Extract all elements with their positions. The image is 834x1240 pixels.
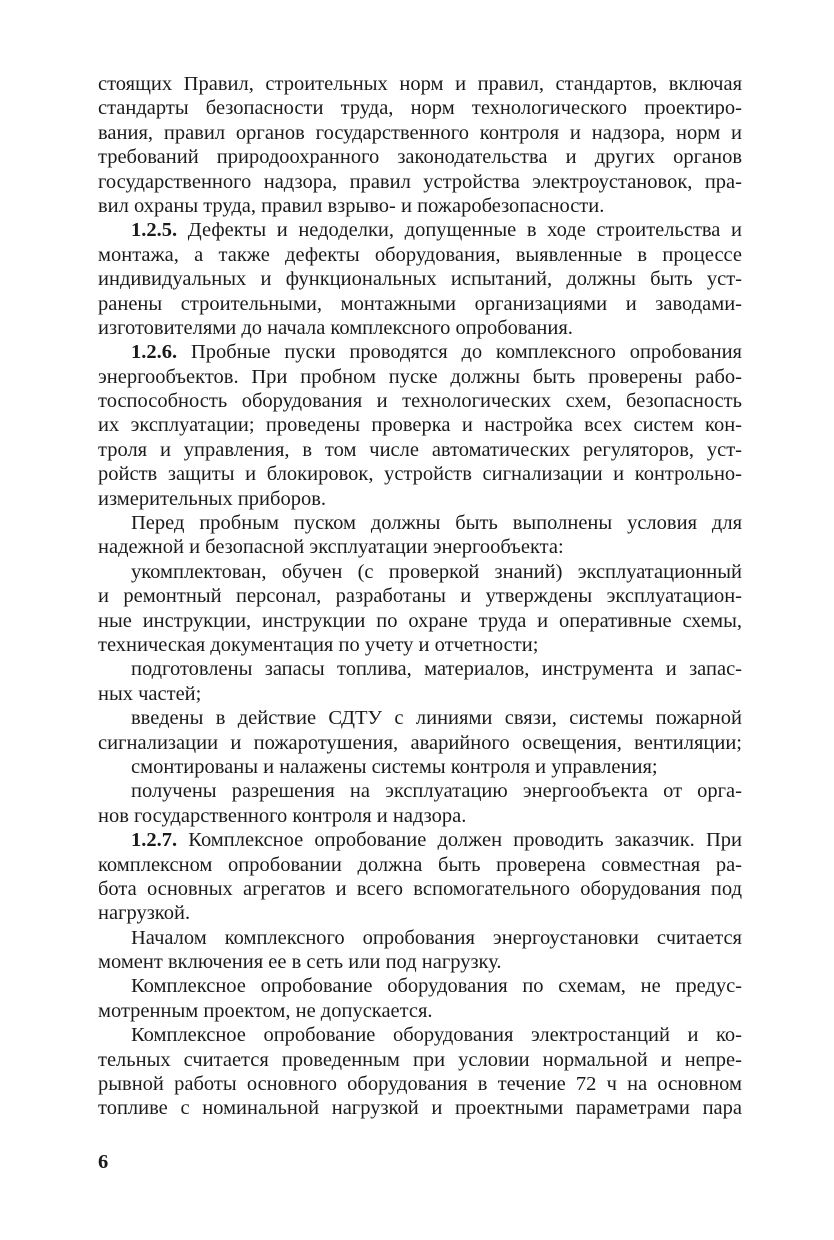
list-item	[98, 755, 742, 779]
clause-text: Дефекты и недоделки, допущенные в ходе строительства и	[177, 219, 742, 242]
text-line: укомплектован, обучен (с проверкой знаний) эксплуатационный	[131, 560, 742, 583]
text-line: вания, правил органов государственного контроля и надзора, норм и	[98, 121, 742, 144]
page-number: 6	[98, 1151, 109, 1173]
text-line: измерительных приборов.	[98, 487, 327, 510]
clause-text: Комплексное опробование должен проводить заказчик. При	[177, 829, 742, 852]
text-line: тельных считается проведенным при условии нормальной и непре-	[98, 1048, 742, 1071]
paragraph	[98, 1023, 742, 1121]
text-line: Началом комплексного опробования энергоустановки считается	[131, 926, 742, 949]
text-line: ройств защиты и блокировок, устройств сигнализации и контрольно-	[98, 463, 742, 486]
text-line: введены в действие СДТУ с линиями связи, системы пожарной	[131, 707, 742, 730]
text-line: энергообъектов. При пробном пуске должны быть проверены рабо-	[98, 365, 742, 388]
paragraph-continuation	[98, 72, 742, 218]
text-line	[98, 828, 742, 852]
clause-number: 1.2.5.	[131, 219, 178, 242]
list-item	[98, 657, 742, 706]
page-body	[98, 72, 742, 1121]
text-line: вил охраны труда, правил взрыво- и пожаробезопасности.	[98, 194, 605, 217]
text-line: рывной работы основного оборудования в течение 72 ч на основном	[98, 1073, 742, 1096]
text-line: требований природоохранного законодательства и других органов	[98, 146, 742, 169]
list-item	[98, 779, 742, 828]
text-line: бота основных агрегатов и всего вспомогательного оборудования под	[98, 877, 742, 900]
text-line: сигнализации и пожаротушения, аварийного освещения, вентиляции;	[98, 731, 742, 754]
list-item	[98, 560, 742, 658]
text-line: Комплексное опробование оборудования электростанций и ко-	[131, 1024, 742, 1047]
clause-1-2-7	[98, 828, 742, 926]
text-line: ных частей;	[98, 682, 202, 705]
text-line: топливе с номинальной нагрузкой и проектными параметрами пара	[98, 1097, 742, 1120]
paragraph	[98, 926, 742, 975]
clause-text: Пробные пуски проводятся до комплексного опробования	[177, 341, 742, 364]
text-line: и ремонтный персонал, разработаны и утверждены эксплуатацион-	[98, 585, 742, 608]
text-line: подготовлены запасы топлива, материалов, инструмента и запас-	[131, 658, 742, 681]
text-line	[98, 218, 742, 242]
text-line: стоящих Правил, строительных норм и правил, стандартов, включая	[98, 73, 742, 95]
text-line: Перед пробным пуском должны быть выполнены условия для	[131, 512, 742, 535]
text-line: нов государственного контроля и надзора.	[98, 804, 467, 827]
text-line: государственного надзора, правил устройства электроустановок, пра-	[98, 170, 742, 193]
paragraph	[98, 511, 742, 560]
text-line: их эксплуатации; проведены проверка и настройка всех систем кон-	[98, 414, 742, 437]
clause-number: 1.2.7.	[131, 829, 178, 852]
text-line: техническая документация по учету и отчетности;	[98, 633, 539, 656]
text-line: ные инструкции, инструкции по охране труда и оперативные схемы,	[98, 609, 742, 632]
text-line: надежной и безопасной эксплуатации энергообъекта:	[98, 536, 564, 559]
clause-1-2-6	[98, 340, 742, 511]
text-line: троля и управления, в том числе автоматических регуляторов, уст-	[98, 438, 742, 461]
text-line: тоспособность оборудования и технологических схем, безопасность	[98, 390, 742, 413]
text-line: получены разрешения на эксплуатацию энергообъекта от орга-	[131, 780, 742, 803]
list-item	[98, 706, 742, 755]
clause-1-2-5	[98, 218, 742, 340]
text-line: индивидуальных и функциональных испытаний, должны быть уст-	[98, 268, 742, 291]
text-line: стандарты безопасности труда, норм технологического проектиро-	[98, 97, 742, 120]
text-line: мотренным проектом, не допускается.	[98, 999, 433, 1022]
text-line: изготовителями до начала комплексного опробования.	[98, 316, 573, 339]
text-line: ранены строительными, монтажными организациями и заводами-	[98, 292, 742, 315]
text-line: смонтированы и налажены системы контроля и управления;	[131, 755, 658, 778]
text-line: Комплексное опробование оборудования по схемам, не предус-	[131, 975, 742, 998]
text-line: монтажа, а также дефекты оборудования, выявленные в процессе	[98, 243, 742, 266]
text-line	[98, 340, 742, 364]
paragraph	[98, 974, 742, 1023]
text-line: момент включения ее в сеть или под нагрузку.	[98, 951, 502, 974]
text-line: нагрузкой.	[98, 902, 191, 925]
text-line: комплексном опробовании должна быть проверена совместная ра-	[98, 853, 742, 876]
clause-number: 1.2.6.	[131, 341, 178, 364]
